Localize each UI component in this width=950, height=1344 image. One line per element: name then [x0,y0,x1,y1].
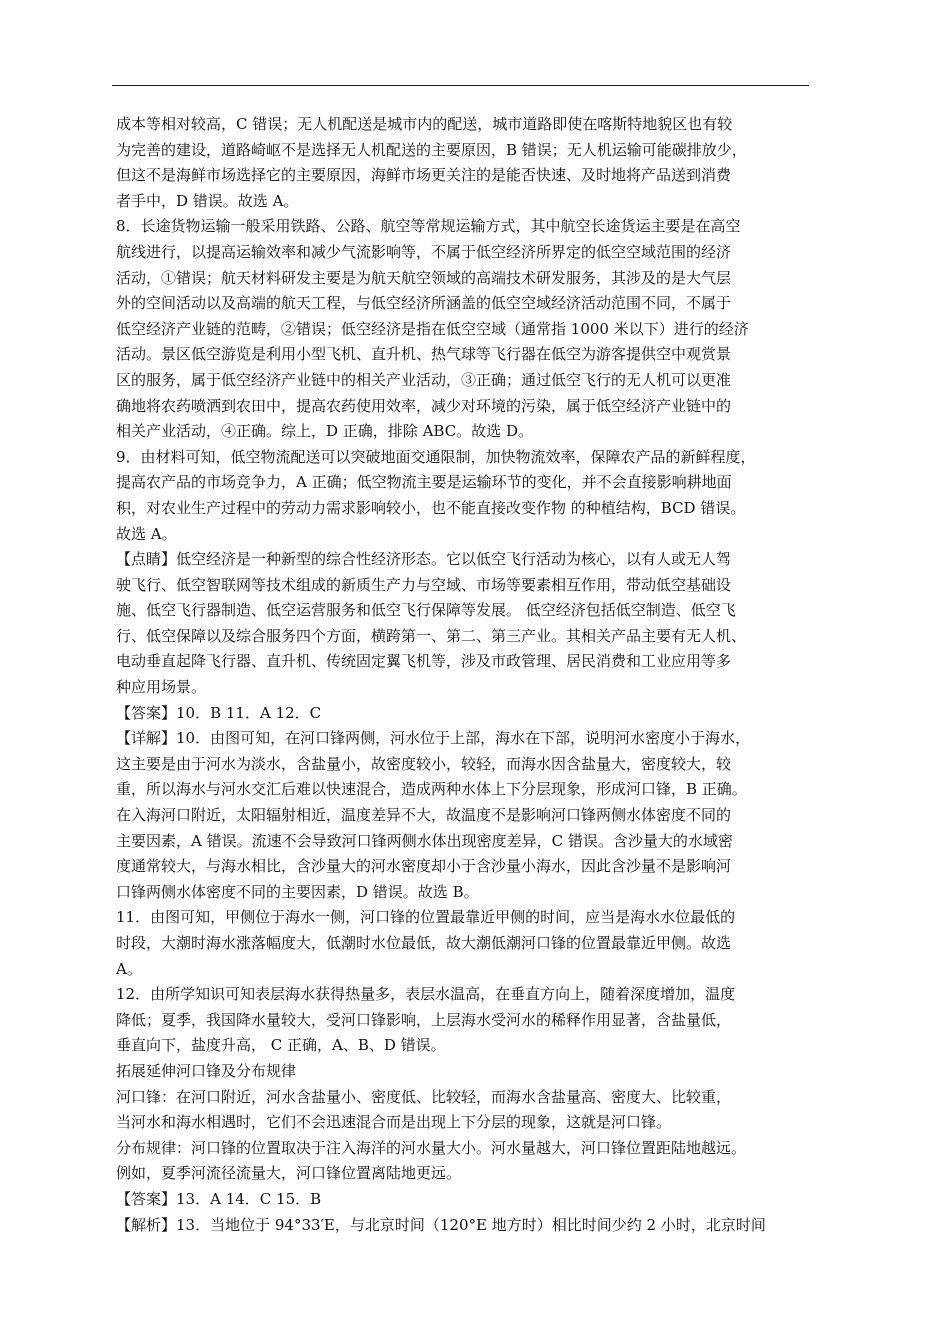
text-line: 分布规律：河口锋的位置取决于注入海洋的河水量大小。河水量越大，河口锋位置距陆地越远。 [116,1138,747,1157]
text-line: 时段，大潮时海水涨落幅度大，低潮时水位最低，故大潮低潮河口锋的位置最靠近甲侧。故选 [116,934,732,952]
text-line: 当河水和海水相遇时，它们不会迅速混合而是出现上下分层的现象，这就是河口锋。 [116,1113,672,1132]
text-line: 这主要是由于河水为淡水，含盐量小，故密度较小，较轻，而海水因含盐量大，密度较大，较 [116,754,732,773]
text-line: 种应用场景。 [116,678,207,697]
text-line: 航线进行，以提高运输效率和减少气流影响等，不属于低空经济所界定的低空空域范围的经济 [116,242,732,261]
text-line: 【解析】13．当地位于 94°33′E，与北京时间（120°E 地方时）相比时间少约 2 小时，北京时间 [116,1215,766,1234]
text-line: 施、低空飞行器制造、低空运营服务和低空飞行保障等发展。 低空经济包括低空制造、低空飞 [116,601,736,620]
text-line: 者手中，D 错误。故选 A。 [116,191,299,210]
text-line: 【答案】13．A 14．C 15．B [116,1189,322,1208]
text-line: 降低；夏季，我国降水量较大，受河口锋影响，上层海水受河水的稀释作用显著，含盐量低， [116,1010,732,1029]
text-line: 【点睛】低空经济是一种新型的综合性经济形态。它以低空飞行活动为核心，以有人或无人驾 [116,550,732,569]
text-line: 低空经济产业链的范畴，②错误；低空经济是指在低空空域（通常指 1000 米以下）进行的经济 [116,319,749,338]
text-line: 在入海河口附近，太阳辐射相近，温度差异不大，故温度不是影响河口锋两侧水体密度不同的 [116,806,732,825]
text-line: 成本等相对较高，C 错误；无人机配送是城市内的配送，城市道路即使在喀斯特地貌区也有较 [116,115,733,133]
text-line: 积，对农业生产过程中的劳动力需求影响较小，也不能直接改变作物 的种植结构，BCD 错误。 [116,498,746,517]
text-line: 口锋两侧水体密度不同的主要因素，D 错误。故选 B。 [116,882,479,901]
text-line: 提高农产品的市场竞争力，A 正确；低空物流主要是运输环节的变化，并不会直接影响耕地面 [116,473,732,492]
text-line: 河口锋：在河口附近，河水含盐量小、密度低、比较轻，而海水含盐量高、密度大、比较重， [116,1087,732,1106]
text-line: 12．由所学知识可知表层海水获得热量多，表层水温高，在垂直方向上，随着深度增加，温度 [116,985,736,1004]
text-line: 区的服务，属于低空经济产业链中的相关产业活动，③正确；通过低空飞行的无人机可以更准 [116,370,732,389]
text-line: 故选 A。 [116,524,177,543]
text-line: 9．由材料可知，低空物流配送可以突破地面交通限制，加快物流效率，保障农产品的新鲜程度， [116,447,756,466]
text-line: 重，所以海水与河水交汇后难以快速混合，造成两种水体上下分层现象，形成河口锋，B 正确。 [116,780,747,799]
text-line: 活动，①错误；航天材料研发主要是为航天航空领域的高端技术研发服务，其涉及的是大气层 [116,268,732,287]
text-line: 【答案】10．B 11．A 12．C [116,703,322,722]
text-line: A。 [116,959,142,978]
text-line: 驶飞行、低空智联网等技术组成的新质生产力与空域、市场等要素相互作用，带动低空基础设 [116,575,732,594]
text-line: 为完善的建设，道路崎岖不是选择无人机配送的主要原因，B 错误；无人机运输可能碳排放少， [116,140,747,159]
text-line: 活动。景区低空游览是利用小型飞机、直升机、热气球等飞行器在低空为游客提供空中观赏景 [116,345,732,364]
text-line: 【详解】10．由图可知，在河口锋两侧，河水位于上部，海水在下部，说明河水密度小于海水， [116,729,751,748]
text-line: 11．由图可知，甲侧位于海水一侧，河口锋的位置最靠近甲侧的时间，应当是海水水位最低的 [116,908,736,927]
text-line: 8．长途货物运输一般采用铁路、公路、航空等常规运输方式，其中航空长途货运主要是在高空 [116,217,741,236]
text-line: 确地将农药喷洒到农田中，提高农药使用效率，减少对环境的污染，属于低空经济产业链中的 [116,396,732,415]
text-line: 拓展延伸河口锋及分布规律 [116,1061,297,1080]
header-rule [112,85,809,86]
text-line: 外的空间活动以及高端的航天工程，与低空经济所涵盖的低空空域经济活动范围不同，不属于 [116,294,732,313]
text-line: 垂直向下，盐度升高， C 正确，A、B、D 错误。 [116,1036,446,1055]
document-body [116,112,814,1238]
text-line: 相关产业活动，④正确。综上，D 正确，排除 ABC。故选 D。 [116,422,533,441]
text-line: 但这不是海鲜市场选择它的主要原因，海鲜市场更关注的是能否快速、及时地将产品送到消费 [116,166,732,185]
text-line: 度通常较大，与海水相比，含沙量大的河水密度却小于含沙量小海水，因此含沙量不是影响河 [116,857,732,876]
text-line: 电动垂直起降飞行器、直升机、传统固定翼飞机等，涉及市政管理、居民消费和工业应用等多 [116,652,732,671]
text-line: 行、低空保障以及综合服务四个方面，横跨第一、第二、第三产业。其相关产品主要有无人机、 [116,626,747,645]
text-line: 例如，夏季河流径流量大，河口锋位置离陆地更远。 [116,1164,462,1183]
text-line: 主要因素，A 错误。流速不会导致河口锋两侧水体出现密度差异，C 错误。含沙量大的水域密 [116,831,733,850]
